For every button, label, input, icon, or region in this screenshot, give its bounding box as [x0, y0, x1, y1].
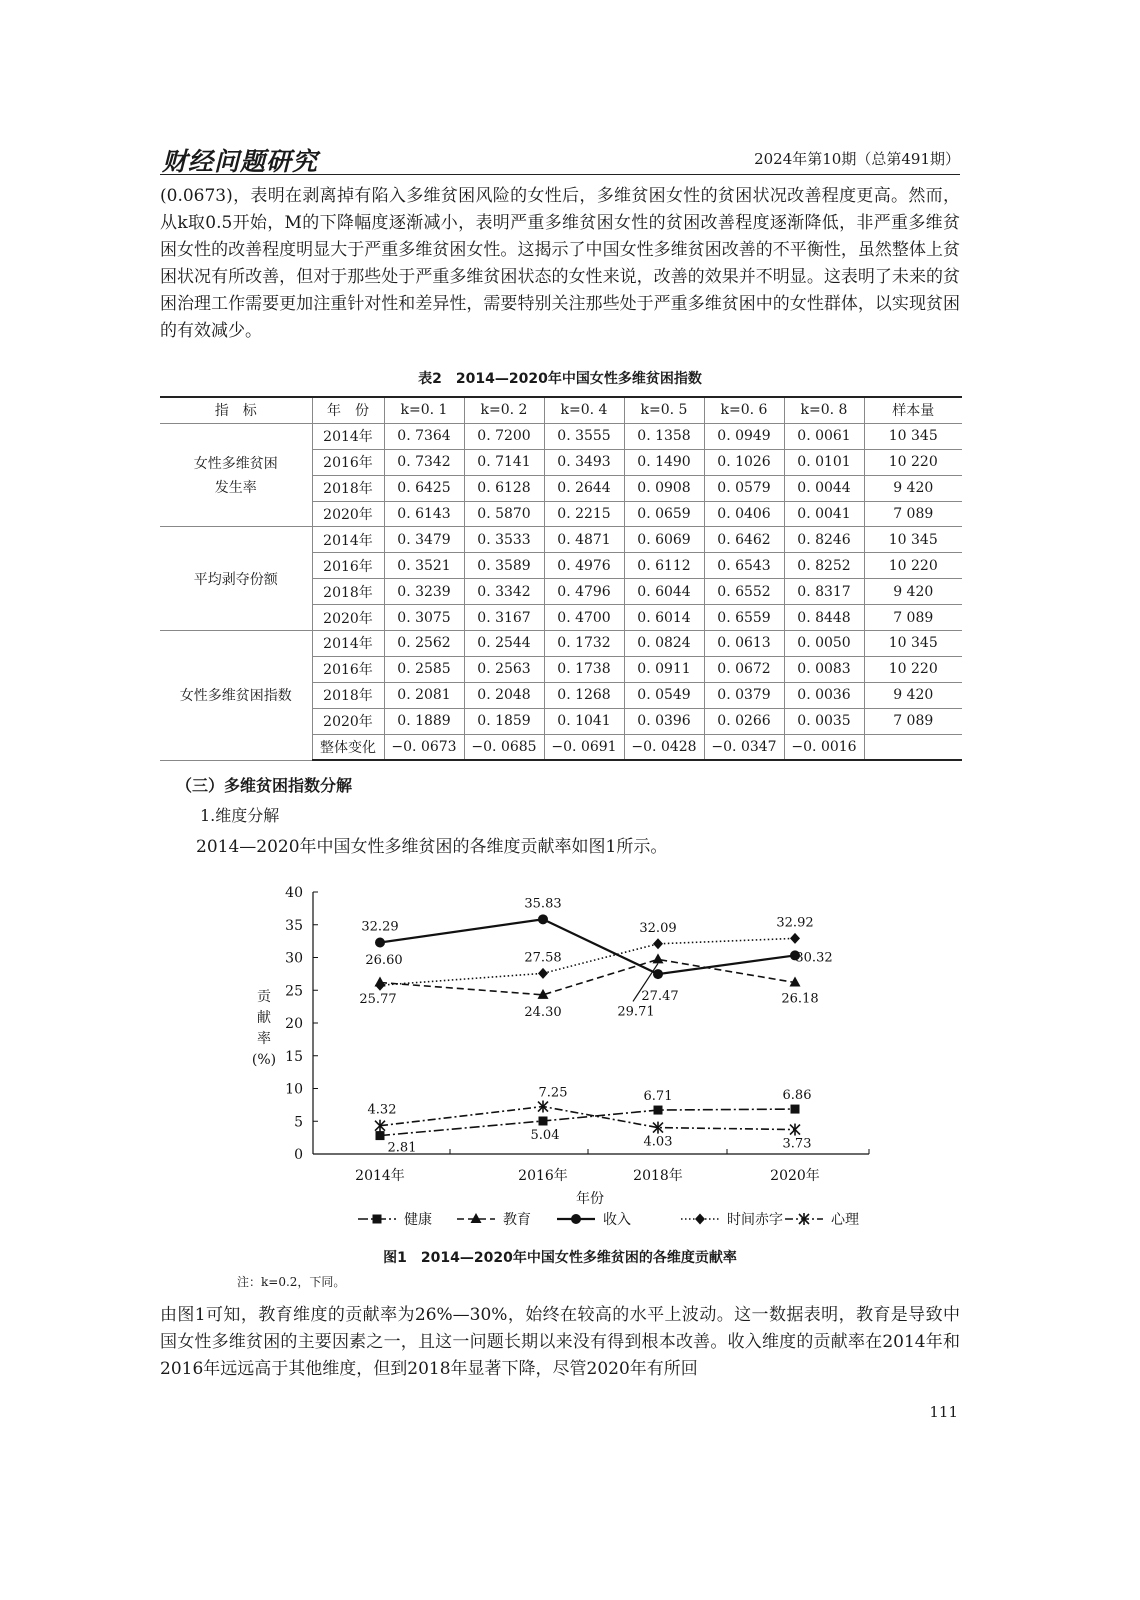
x-tick-label: 2018年: [633, 1168, 683, 1184]
table-cell: [864, 734, 962, 760]
table-cell: 10 220: [864, 449, 962, 475]
table-cell: 0. 8448: [784, 605, 864, 631]
table-cell: 0. 2544: [464, 631, 544, 657]
table-cell: 0. 6112: [624, 553, 704, 579]
data-label: 30.32: [795, 950, 833, 966]
table-cell: 0. 2562: [384, 631, 464, 657]
table-cell: 9 420: [864, 682, 962, 708]
y-axis-title: (%): [251, 1052, 277, 1068]
marker-circle: [571, 1214, 581, 1224]
table-cell: 0. 2644: [544, 475, 624, 501]
table-cell: 0. 6543: [704, 553, 784, 579]
data-label: 29.71: [617, 1004, 655, 1020]
marker-circle: [538, 914, 548, 924]
header-rule: [160, 174, 960, 175]
table-cell: 0. 3167: [464, 605, 544, 631]
table-cell: 0. 0379: [704, 682, 784, 708]
table-cell: 0. 7141: [464, 449, 544, 475]
data-label: 6.71: [643, 1089, 673, 1105]
marker-square: [654, 1106, 663, 1115]
table-cell: 0. 1041: [544, 708, 624, 734]
table-group-label: 女性多维贫困 发生率: [160, 423, 312, 527]
data-label: 27.47: [641, 989, 679, 1005]
table-cell: 0. 4871: [544, 527, 624, 553]
table-cell: 0. 1358: [624, 423, 704, 449]
table-cell: 0. 0672: [704, 656, 784, 682]
table-cell: 0. 4976: [544, 553, 624, 579]
figure-note: 注：k=0.2，下同。: [237, 1275, 346, 1289]
figure-caption: 图1 2014—2020年中国女性多维贫困的各维度贡献率: [383, 1250, 737, 1266]
issue-info: 2024年第10期（总第491期）: [754, 150, 960, 168]
marker-square: [376, 1131, 385, 1140]
masthead: [160, 134, 960, 174]
marker-diamond: [790, 933, 800, 944]
y-axis-title: 贡: [257, 989, 271, 1005]
marker-diamond: [375, 980, 385, 991]
table-cell: −0. 0016: [784, 734, 864, 760]
table-cell: 0. 7200: [464, 423, 544, 449]
table-cell: 0. 0949: [704, 423, 784, 449]
table-cell: 0. 0044: [784, 475, 864, 501]
table-header-cell: k=0. 4: [544, 397, 624, 423]
table-cell: 2016年: [312, 449, 384, 475]
table-cell: 2014年: [312, 423, 384, 449]
data-label: 2.81: [387, 1140, 417, 1156]
table-cell: 10 220: [864, 656, 962, 682]
marker-circle: [653, 969, 663, 979]
table-cell: −0. 0685: [464, 734, 544, 760]
legend-label: 收入: [603, 1212, 631, 1228]
table-cell: 2020年: [312, 708, 384, 734]
y-tick-label: 30: [285, 950, 303, 967]
x-tick-label: 2014年: [355, 1168, 405, 1184]
subsection-heading: 1.维度分解: [200, 806, 280, 825]
poverty-index-table: [160, 396, 962, 761]
figure-lead-text: 2014—2020年中国女性多维贫困的各维度贡献率如图1所示。: [196, 837, 668, 857]
chart-legend: [358, 1211, 859, 1228]
x-tick-label: 2016年: [518, 1168, 568, 1184]
table-cell: 0. 0911: [624, 656, 704, 682]
table-cell: 整体变化: [312, 734, 384, 760]
table-cell: −0. 0347: [704, 734, 784, 760]
table-cell: 2018年: [312, 579, 384, 605]
table-cell: 0. 6069: [624, 527, 704, 553]
data-label: 32.29: [361, 919, 399, 935]
y-tick-label: 10: [285, 1081, 303, 1098]
y-tick-label: 35: [285, 917, 303, 934]
y-tick-label: 15: [285, 1048, 303, 1065]
marker-diamond: [538, 968, 548, 979]
data-label: 24.30: [524, 1004, 562, 1020]
table-cell: 7 089: [864, 605, 962, 631]
chart-series: [375, 914, 801, 1140]
series-line: [380, 1109, 795, 1136]
marker-square: [791, 1105, 800, 1114]
table-cell: 0. 1889: [384, 708, 464, 734]
table-cell: 0. 0036: [784, 682, 864, 708]
table-cell: −0. 0691: [544, 734, 624, 760]
chart-axes: [252, 885, 869, 1207]
table-cell: 0. 0579: [704, 475, 784, 501]
table-cell: 9 420: [864, 475, 962, 501]
body-paragraph: 由图1可知，教育维度的贡献率为26%—30%，始终在较高的水平上波动。这一数据表明，教育是导致中国女性多维贫困的主要因素之一，且这一问题长期以来没有得到根本改善。收入维度的贡献率在2014年和2016年远远高于其他维度，但到2018年显著下降，尽管2020年有所回: [160, 1305, 960, 1379]
table-group-label: 女性多维贫困指数: [160, 631, 312, 761]
table-header-cell: k=0. 5: [624, 397, 704, 423]
table-cell: 2016年: [312, 553, 384, 579]
y-tick-label: 20: [285, 1016, 303, 1032]
y-axis-title: 献: [257, 1010, 271, 1026]
table-cell: 0. 6044: [624, 579, 704, 605]
table-cell: 0. 0101: [784, 449, 864, 475]
legend-label: 教育: [503, 1212, 531, 1228]
table-header-cell: 指 标: [160, 397, 312, 423]
table-title: 表2 2014—2020年中国女性多维贫困指数: [418, 371, 702, 387]
marker-triangle: [653, 953, 664, 963]
data-label: 26.18: [781, 991, 819, 1007]
x-tick-label: 2020年: [770, 1168, 820, 1184]
table-cell: 0. 6462: [704, 527, 784, 553]
table-cell: 0. 3342: [464, 579, 544, 605]
x-axis-title: 年份: [576, 1191, 604, 1207]
legend-label: 健康: [404, 1212, 432, 1228]
table-cell: 0. 2081: [384, 682, 464, 708]
table-cell: 0. 0266: [704, 708, 784, 734]
legend-label: 时间赤字: [727, 1212, 783, 1228]
table-cell: 2020年: [312, 605, 384, 631]
marker-circle: [375, 938, 385, 948]
table-row: [160, 423, 962, 449]
table-row: [160, 631, 962, 657]
table-cell: 0. 0083: [784, 656, 864, 682]
table-cell: 2018年: [312, 682, 384, 708]
marker-square: [373, 1215, 382, 1224]
contribution-chart: [240, 876, 880, 1248]
table-cell: −0. 0673: [384, 734, 464, 760]
series-triangle: [375, 953, 801, 998]
series-line: [380, 1107, 795, 1130]
data-label: 7.25: [538, 1085, 568, 1101]
table-cell: 7 089: [864, 501, 962, 527]
table-cell: 0. 0050: [784, 631, 864, 657]
table-cell: 0. 7364: [384, 423, 464, 449]
table-cell: 2018年: [312, 475, 384, 501]
table-cell: 0. 6425: [384, 475, 464, 501]
data-label: 6.86: [782, 1088, 812, 1104]
table-header-cell: k=0. 6: [704, 397, 784, 423]
series-square: [376, 1105, 800, 1141]
table-cell: 0. 6014: [624, 605, 704, 631]
table-cell: 0. 0396: [624, 708, 704, 734]
data-label: 32.09: [639, 920, 677, 936]
y-tick-label: 40: [285, 885, 303, 901]
table-cell: 2016年: [312, 656, 384, 682]
table-cell: 0. 2215: [544, 501, 624, 527]
table-cell: −0. 0428: [624, 734, 704, 760]
table-header-cell: k=0. 1: [384, 397, 464, 423]
table-cell: 0. 4796: [544, 579, 624, 605]
table-cell: 0. 0824: [624, 631, 704, 657]
table-cell: 7 089: [864, 708, 962, 734]
table-cell: 0. 3493: [544, 449, 624, 475]
table-cell: 0. 3555: [544, 423, 624, 449]
table-cell: 0. 1738: [544, 656, 624, 682]
table-cell: 10 345: [864, 631, 962, 657]
marker-square: [539, 1116, 548, 1125]
series-line: [380, 919, 795, 974]
section-heading: （三）多维贫困指数分解: [176, 776, 353, 795]
table-cell: 0. 0406: [704, 501, 784, 527]
table-cell: 2014年: [312, 527, 384, 553]
y-tick-label: 5: [294, 1114, 303, 1131]
table-cell: 0. 6128: [464, 475, 544, 501]
table-cell: 9 420: [864, 579, 962, 605]
data-label: 4.03: [643, 1134, 673, 1150]
table-cell: 0. 6143: [384, 501, 464, 527]
table-cell: 10 345: [864, 423, 962, 449]
table-cell: 0. 3521: [384, 553, 464, 579]
table-cell: 10 345: [864, 527, 962, 553]
data-label: 5.04: [530, 1127, 560, 1143]
table-cell: 0. 0035: [784, 708, 864, 734]
marker-diamond: [695, 1214, 705, 1225]
table-cell: 0. 1268: [544, 682, 624, 708]
table-cell: 0. 5870: [464, 501, 544, 527]
table-cell: 0. 1490: [624, 449, 704, 475]
table-header-cell: k=0. 2: [464, 397, 544, 423]
data-label: 27.58: [524, 950, 562, 966]
table-cell: 0. 2048: [464, 682, 544, 708]
table-cell: 0. 3239: [384, 579, 464, 605]
table-cell: 2014年: [312, 631, 384, 657]
data-label: 26.60: [365, 952, 403, 968]
series-circle: [375, 914, 800, 979]
table-cell: 0. 3533: [464, 527, 544, 553]
page-number: 111: [929, 1403, 958, 1421]
table-cell: 0. 0613: [704, 631, 784, 657]
table-cell: 0. 8317: [784, 579, 864, 605]
y-axis-title: 率: [257, 1031, 271, 1047]
intro-paragraph: (0.0673)，表明在剥离掉有陷入多维贫困风险的女性后，多维贫困女性的贫困状况改善程度更高。然而，从k取0.5开始，M的下降幅度逐渐减小，表明严重多维贫困女性的贫困改善程度逐渐降低，非严重多维贫困女性的改善程度明显大于严重多维贫困女性。这揭示了中国女性多维贫困改善的不平衡性，虽然整体上贫困状况有所改善，但对于那些处于严重多维贫困状态的女性来说，改善的效果并不明显。这表明了未来的贫困治理工作需要更加注重针对性和差异性，需要特别关注那些处于严重多维贫困中的女性群体，以实现贫困的有效减少。: [160, 186, 960, 341]
marker-triangle: [471, 1213, 482, 1223]
table-cell: 0. 7342: [384, 449, 464, 475]
table-cell: 0. 3479: [384, 527, 464, 553]
table-cell: 0. 6559: [704, 605, 784, 631]
journal-logo: 财经问题研究: [162, 147, 319, 176]
table-cell: 10 220: [864, 553, 962, 579]
table-cell: 0. 0061: [784, 423, 864, 449]
table-cell: 0. 2563: [464, 656, 544, 682]
table-cell: 2020年: [312, 501, 384, 527]
table-cell: 0. 8246: [784, 527, 864, 553]
table-cell: 0. 2585: [384, 656, 464, 682]
y-tick-label: 0: [294, 1147, 303, 1163]
table-cell: 0. 1026: [704, 449, 784, 475]
table-cell: 0. 8252: [784, 553, 864, 579]
table-cell: 0. 3075: [384, 605, 464, 631]
table-cell: 0. 0041: [784, 501, 864, 527]
table-cell: 0. 4700: [544, 605, 624, 631]
legend-label: 心理: [831, 1212, 859, 1228]
data-label: 4.32: [367, 1102, 397, 1118]
table-header-cell: k=0. 8: [784, 397, 864, 423]
table-cell: 0. 3589: [464, 553, 544, 579]
y-tick-label: 25: [285, 983, 303, 1000]
table-cell: 0. 1732: [544, 631, 624, 657]
table-group-label: 平均剥夺份额: [160, 527, 312, 631]
table-header-cell: 年 份: [312, 397, 384, 423]
table-cell: 0. 0908: [624, 475, 704, 501]
table-header-cell: 样本量: [864, 397, 962, 423]
data-label: 25.77: [359, 992, 397, 1008]
table-cell: 0. 0659: [624, 501, 704, 527]
table-cell: 0. 6552: [704, 579, 784, 605]
table-cell: 0. 0549: [624, 682, 704, 708]
marker-diamond: [653, 938, 663, 949]
table-row: [160, 527, 962, 553]
series-line: [380, 938, 795, 985]
data-label: 32.92: [776, 915, 814, 931]
table-cell: 0. 1859: [464, 708, 544, 734]
data-label: 35.83: [524, 896, 562, 912]
data-label: 3.73: [782, 1136, 812, 1152]
